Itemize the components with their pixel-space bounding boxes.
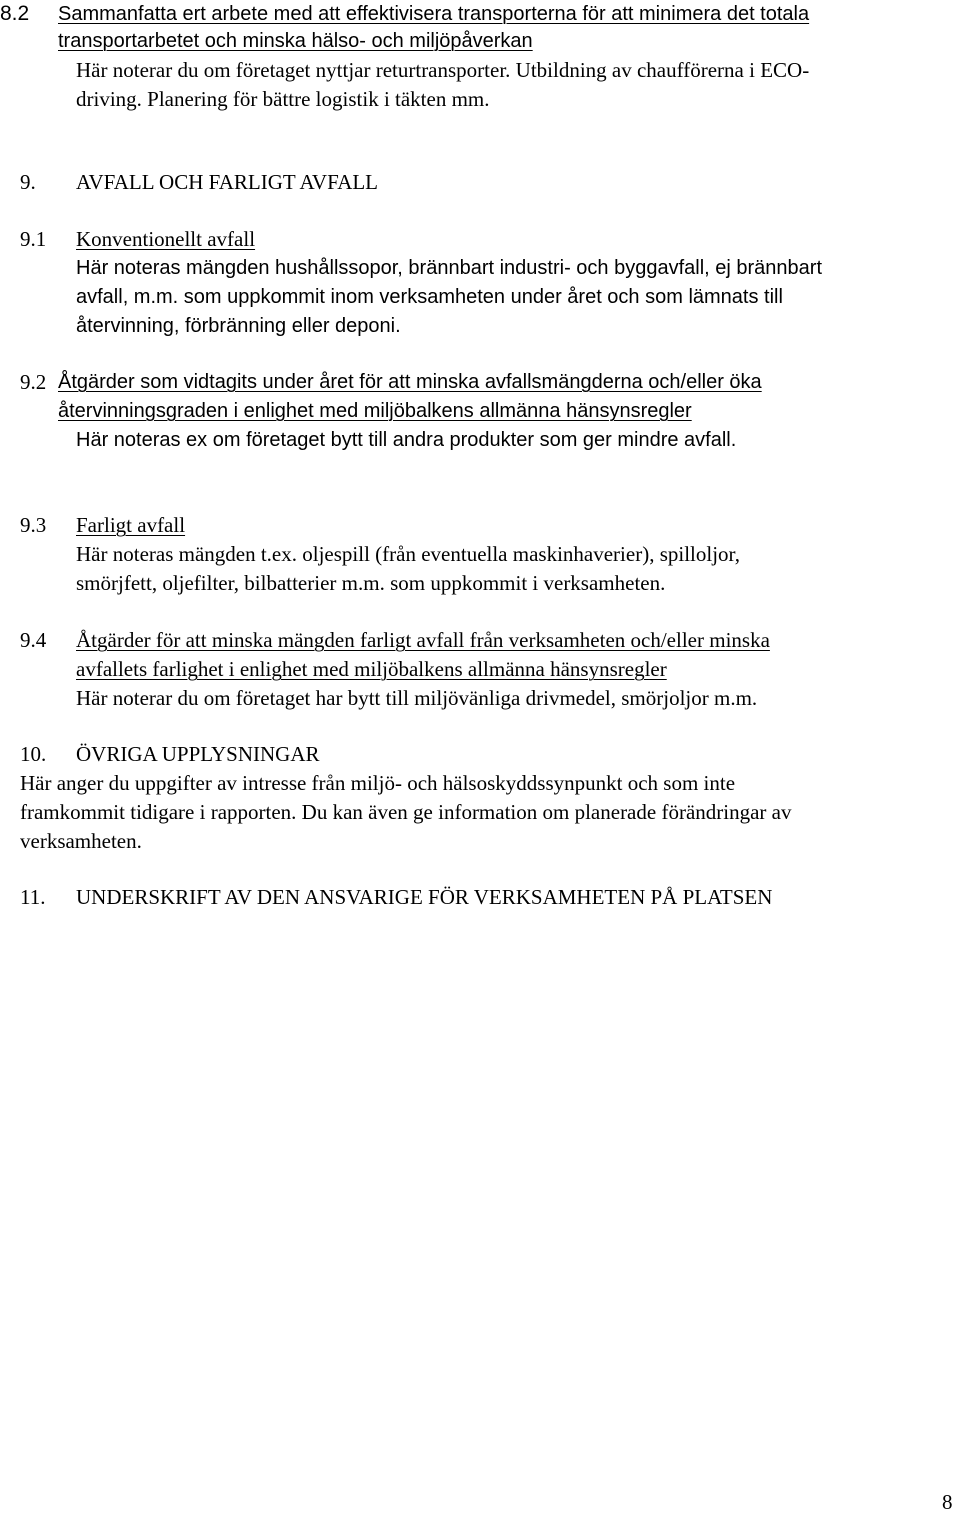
- section-9-heading: AVFALL OCH FARLIGT AVFALL: [76, 170, 379, 194]
- section-10-body-line2: framkommit tidigare i rapporten. Du kan även ge information om planerade förändringar av: [20, 800, 792, 824]
- section-9-1-heading: Konventionellt avfall: [76, 227, 256, 251]
- section-10-heading: ÖVRIGA UPPLYSNINGAR: [76, 742, 320, 766]
- section-9-4-body-line1: Här noterar du om företaget har bytt till miljövänliga drivmedel, smörjoljor m.m.: [76, 686, 758, 710]
- section-11-number: 11.: [20, 885, 46, 909]
- section-9-2-heading-line1: Åtgärder som vidtagits under året för att minska avfallsmängderna och/eller öka: [58, 371, 762, 393]
- section-9-3-body-line2: smörjfett, oljefilter, bilbatterier m.m. som uppkommit i verksamheten.: [76, 571, 666, 595]
- section-9-3-number: 9.3: [20, 513, 47, 537]
- section-10-body-line3: verksamheten.: [20, 829, 142, 853]
- section-9-1-number: 9.1: [20, 227, 47, 251]
- section-9-4-heading-line1: Åtgärder för att minska mängden farligt avfall från verksamheten och/eller minska: [76, 628, 770, 652]
- section-10-body-line1: Här anger du uppgifter av intresse från miljö- och hälsoskyddssynpunkt och som inte: [20, 771, 736, 795]
- section-8-2-heading-line2: transportarbetet och minska hälso- och miljöpåverkan: [58, 30, 533, 52]
- section-9-3-body-line1: Här noteras mängden t.ex. oljespill (från eventuella maskinhaverier), spilloljor,: [76, 542, 740, 566]
- section-8-2-body-line1: Här noterar du om företaget nyttjar returtransporter. Utbildning av chaufförerna i ECO-: [76, 58, 810, 82]
- section-9-4-heading-line2: avfallets farlighet i enlighet med miljöbalkens allmänna hänsynsregler: [76, 657, 667, 681]
- page-number: 8: [942, 1490, 953, 1514]
- section-8-2-heading-line1: Sammanfatta ert arbete med att effektivisera transporterna för att minimera det totala: [58, 3, 810, 25]
- section-9-3-heading: Farligt avfall: [76, 513, 186, 537]
- section-8-2-body-line2: driving. Planering för bättre logistik i täkten mm.: [76, 87, 490, 111]
- section-9-1-body-line3: återvinning, förbränning eller deponi.: [76, 315, 401, 337]
- section-9-2-body-line1: Här noteras ex om företaget bytt till andra produkter som ger mindre avfall.: [76, 429, 737, 451]
- section-9-2-number: 9.2: [20, 370, 47, 394]
- section-11-heading: UNDERSKRIFT AV DEN ANSVARIGE FÖR VERKSAMHETEN PÅ PLATSEN: [76, 885, 773, 909]
- section-9-2-heading-line2: återvinningsgraden i enlighet med miljöbalkens allmänna hänsynsregler: [58, 400, 692, 422]
- section-9-1-body-line1: Här noteras mängden hushållssopor, brännbart industri- och byggavfall, ej brännbart: [76, 257, 822, 279]
- section-10-number: 10.: [20, 742, 47, 766]
- section-9-4-number: 9.4: [20, 628, 47, 652]
- section-9-number: 9.: [20, 170, 36, 194]
- section-9-1-body-line2: avfall, m.m. som uppkommit inom verksamheten under året och som lämnats till: [76, 286, 783, 308]
- section-8-2-number: 8.2: [0, 2, 30, 25]
